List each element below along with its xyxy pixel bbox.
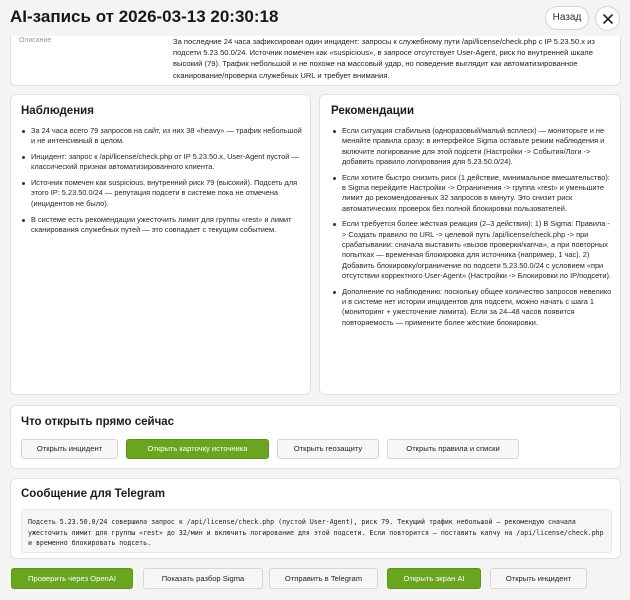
list-item: За 24 часа всего 79 запросов на сайт, из них 38 «heavy» — трафик небольшой и не интенсивный в целом. [21, 126, 303, 147]
show-sigma-analysis-button[interactable]: Показать разбор Sigma [143, 568, 263, 589]
page-title: AI-запись от 2026-03-13 20:30:18 [10, 7, 279, 26]
observations-card [10, 94, 311, 395]
back-button[interactable]: Назад [545, 6, 589, 30]
observations-list [21, 126, 303, 241]
open-rules-lists-button[interactable]: Открыть правила и списки [387, 439, 519, 459]
close-icon [603, 14, 613, 24]
list-item: Источник помечен как suspicious, внутренний риск 79 (высокий). Подсеть для этого IP: 5.23.50.0/24 — репутация подсети в системе пока не отмечена (инцидентов не было). [21, 178, 303, 209]
telegram-message: Подсеть 5.23.50.0/24 совершила запрос к /api/license/check.php (пустой User-Agent), риск 79. Текущий трафик небольшой — рекомендую сначала ужесточить лимит для группы «rest» до 32/мин и включить логирование для этой подсети. Если повторится — поставить капчу на /api/license/check.php и временно блокировать подсеть. [28, 518, 604, 548]
open-ai-screen-button[interactable]: Открыть экран AI [387, 568, 481, 589]
footer-open-incident-button[interactable]: Открыть инцидент [490, 568, 587, 589]
summary-text: За последние 24 часа зафиксирован один инцидент: запросы к служебному пути /api/license/check.php с IP 5.23.50.x из подсети 5.23.50.0/24. Источник помечен как «suspicious», в запросе отсутствует User-Agent, риск по внутренней шкале высокий (79). Трафик небольшой и не похоже на массовый удар, но поведение выглядит как автоматизированное сканирование/проверка служебных URL и требует внимания. [173, 37, 595, 80]
list-item: Если хотите быстро снизить риск (1 действие, минимальное вмешательство): в Sigma перейдите Настройки -> Ограничения -> группа «rest» и уменьшите лимит до рекомендованных 32 запросов в минуту. Это снизит риск автоматических проверок без полной блокировки пользователей. [332, 173, 614, 214]
recommendations-card [319, 94, 621, 395]
telegram-message-box[interactable] [21, 509, 612, 553]
open-now-card [10, 405, 621, 469]
send-telegram-button[interactable]: Отправить в Telegram [269, 568, 378, 589]
open-incident-button[interactable]: Открыть инцидент [21, 439, 118, 459]
summary-label: Описание [19, 37, 52, 44]
close-button[interactable] [595, 6, 620, 31]
modal-header [0, 0, 630, 36]
open-now-heading: Что открыть прямо сейчас [21, 416, 175, 428]
open-source-card-button[interactable]: Открыть карточку источника [126, 439, 269, 459]
recommendations-heading: Рекомендации [331, 105, 415, 117]
list-item: Дополнение по наблюдению: поскольку общее количество запросов невелико и в системе нет истории инцидентов для подсети, можно начать с шага 1 (мониторинг + ужесточение лимита). Если за 24–48 часов появится повторяемость — примените более жёсткие блокировки. [332, 287, 614, 328]
open-geo-protection-button[interactable]: Открыть геозащиту [277, 439, 379, 459]
list-item: Инцидент: запрос к /api/license/check.php от IP 5.23.50.x, User-Agent пустой — классический признак автоматизированного клиента. [21, 152, 303, 173]
list-item: Если требуется более жёсткая реакция (2–3 действия): 1) В Sigma: Правила -> Создать правило по URL -> целевой путь /api/license/check.php -> при срабатывании: сначала выставить «вызов проверки/капча», а при повторных попытках — временная блокировка для источника (например, 1 час). 2) Добавить блокировку/ограничение по подсети 5.23.50.0/24 с условием «при отсутствии корректного User-Agent» (Настройки -> Блокировки по IP/подсети). [332, 219, 614, 281]
list-item: В системе есть рекомендации ужесточить лимит для группы «rest» и лимит сканирования служебных путей — это совпадает с текущим событием. [21, 215, 303, 236]
observations-heading: Наблюдения [21, 105, 94, 117]
telegram-card [10, 478, 621, 559]
telegram-heading: Сообщение для Telegram [21, 488, 165, 500]
check-openai-button[interactable]: Проверить через OpenAI [11, 568, 133, 589]
recommendations-list [332, 126, 614, 333]
list-item: Если ситуация стабильна (одноразовый/малый всплеск) — мониторьте и не меняйте правила сразу: в интерфейсе Sigma оставьте режим наблюдения и включите логирование для этой подсети (Настройки -> События/Логи -> добавить правило логирования для 5.23.50.0/24). [332, 126, 614, 167]
